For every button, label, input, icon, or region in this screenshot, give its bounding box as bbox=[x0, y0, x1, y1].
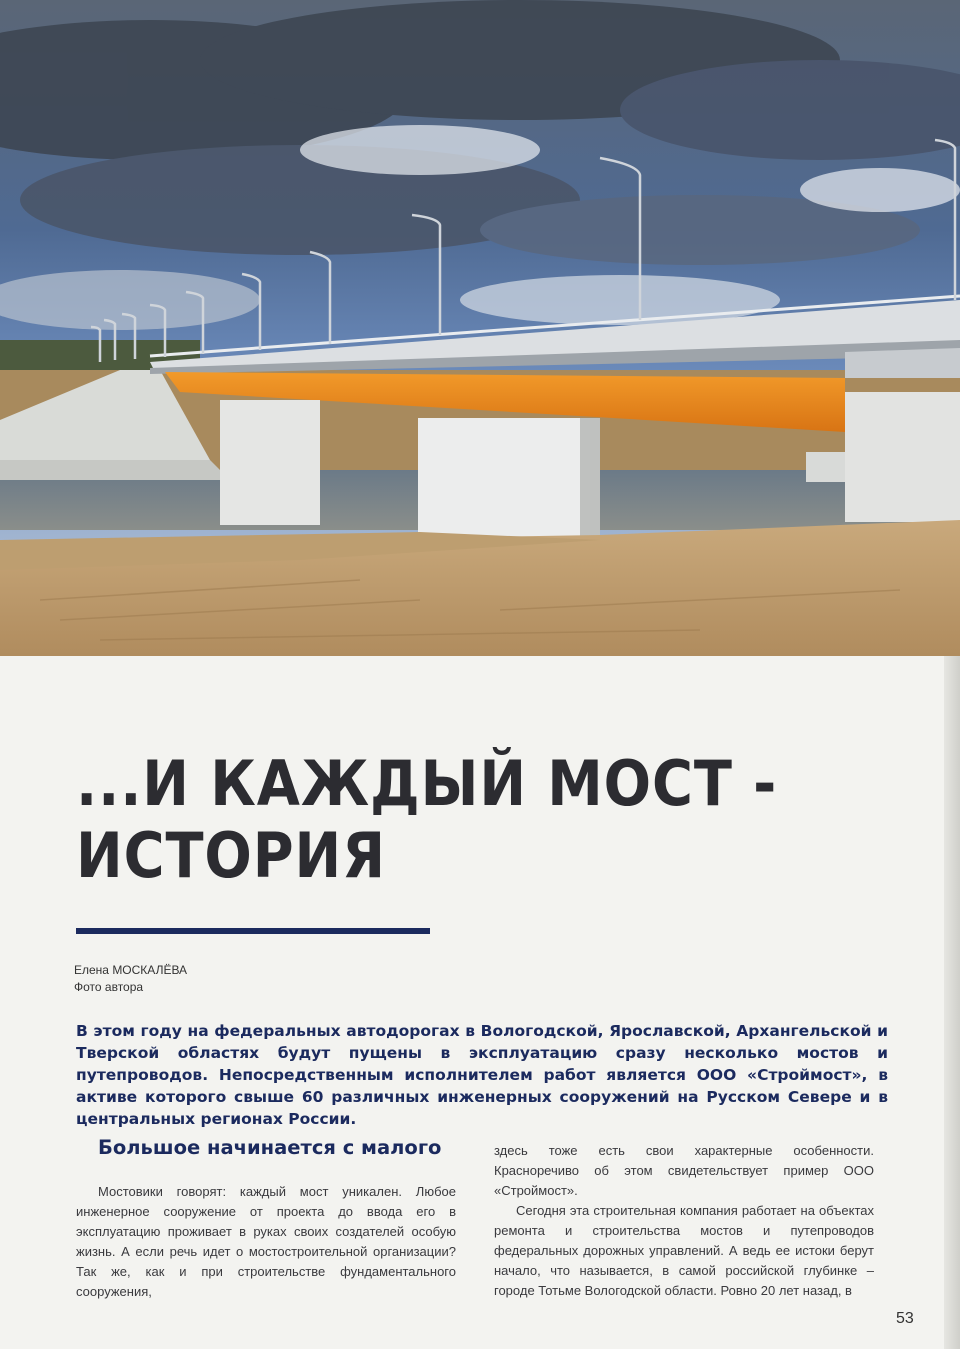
body-column-right bbox=[494, 1141, 874, 1301]
author-name: Елена МОСКАЛЁВА bbox=[74, 963, 188, 977]
photo-credit: Фото автора bbox=[74, 980, 144, 994]
body-column-left bbox=[76, 1182, 456, 1302]
body-paragraph: Сегодня эта строительная компания работает на объектах ремонта и строительства мостов и путепроводов федеральных дорожных управлений. А ведь ее истоки берут начало, что называется, в самой российской глубинке – городе Тотьме Вологодской области. Ровно 20 лет назад, в bbox=[494, 1203, 874, 1298]
lead-paragraph: В этом году на федеральных автодорогах в Вологодской, Ярославской, Архангельской и Тверской областях будут пущены в эксплуатацию сразу несколько мостов и путепроводов. Непосредственным исполнителем работ является ООО «Строймост», в активе которого свыше 60 различных инженерных сооружений на Русском Севере и в центральных регионах России. bbox=[76, 1022, 888, 1128]
page-number: 53 bbox=[896, 1310, 914, 1327]
bridge-illustration bbox=[0, 0, 960, 656]
title-line-1: ...И КАЖДЫЙ МОСТ - bbox=[76, 747, 778, 820]
title-underline bbox=[76, 928, 430, 934]
section-subheading: Большое начинается с малого bbox=[98, 1136, 442, 1159]
page-edge-shadow bbox=[944, 656, 960, 1349]
body-paragraph: Мостовики говорят: каждый мост уникален. Любое инженерное сооружение от проекта до ввода его в эксплуатацию проживает в руках своих создателей особую жизнь. А если речь идет о мостостроительной организации? Так же, как и при строительстве фундаментального сооружения, bbox=[76, 1184, 456, 1299]
body-paragraph: здесь тоже есть свои характерные особенности. Красноречиво об этом свидетельствует пример ООО «Строймост». bbox=[494, 1143, 874, 1198]
bridge-photo bbox=[0, 0, 960, 656]
title-line-2: ИСТОРИЯ bbox=[76, 819, 387, 892]
byline bbox=[74, 962, 187, 996]
article-title bbox=[76, 748, 796, 892]
